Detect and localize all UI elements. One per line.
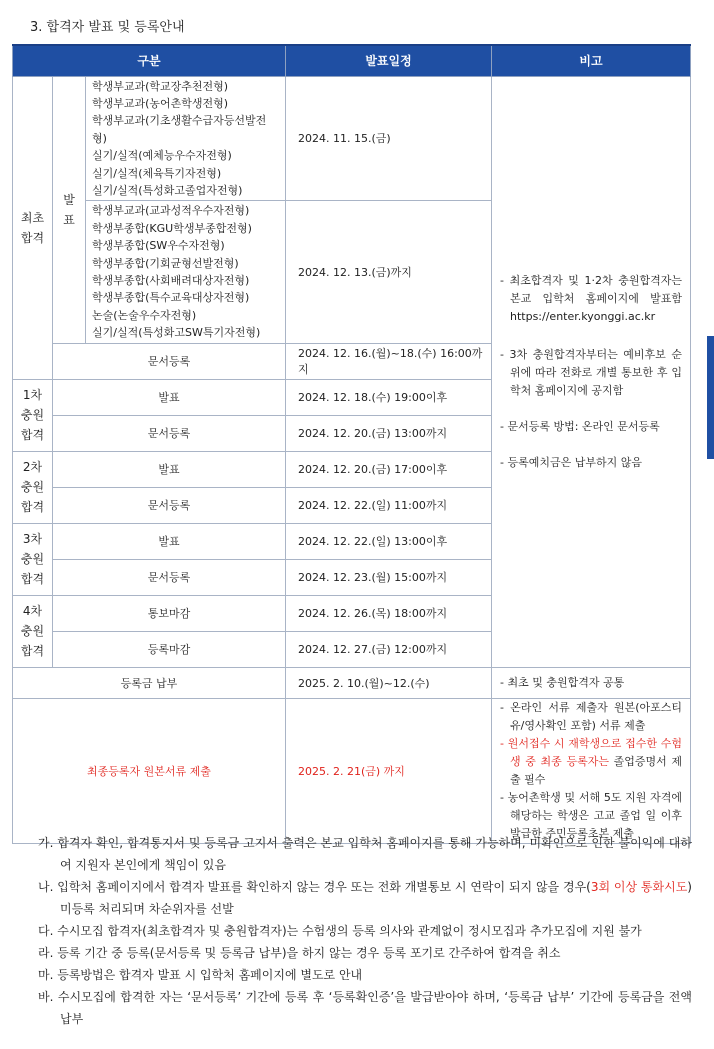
notes-list: [38, 832, 692, 1030]
list-item: 실기/실적(특성화고졸업자전형): [92, 183, 243, 197]
round1-doc-label: 문서등록: [53, 415, 286, 451]
round2-announce-date: 2024. 12. 20.(금) 17:00이후: [286, 451, 492, 487]
note-da: 다. 수시모집 합격자(최초합격자 및 충원합격자)는 수험생의 등록 의사와 관계없이 정시모집과 추가모집에 지원 불가: [38, 924, 642, 938]
sub-label-announce: 발 표: [53, 76, 86, 343]
final-note-3: - 농어촌학생 및 서해 5도 지원 자격에 해당하는 학생은 고교 졸업 일 이후 발급한 주민등록초본 제출: [500, 790, 682, 840]
list-item: 학생부교과(학교장추천전형): [92, 79, 229, 93]
round4-notify-date: 2024. 12. 26.(목) 18:00까지: [286, 595, 492, 631]
round2-doc-date: 2024. 12. 22.(일) 11:00까지: [286, 487, 492, 523]
round3-announce-label: 발표: [53, 523, 286, 559]
list-item: 학생부교과(기초생활수급자등선발전형): [92, 114, 267, 145]
group-label-round1: 1차 충원 합격: [13, 379, 53, 451]
remark-4: - 등록예치금은 납부하지 않음: [500, 455, 642, 469]
date-initial-b: 2024. 12. 13.(금)까지: [286, 201, 492, 343]
list-item: 학생부종합(특수교육대상자전형): [92, 291, 250, 305]
round2-doc-label: 문서등록: [53, 487, 286, 523]
note-ba: 바. 수시모집에 합격한 자는 ‘문서등록’ 기간에 등록 후 ‘등록확인증’을 발급받아야 하며, ‘등록금 납부’ 기간에 등록금을 전액 납부: [38, 990, 692, 1026]
header-category: 구분: [13, 45, 286, 76]
final-note-1: - 온라인 서류 제출자 원본(아포스티유/영사확인 포함) 서류 제출: [500, 700, 682, 732]
list-item: 학생부종합(사회배려대상자전형): [92, 273, 250, 287]
remarks-cell: [492, 76, 691, 667]
track-list-b: [86, 201, 286, 343]
final-docs-date: 2025. 2. 21(금) 까지: [286, 698, 492, 843]
tuition-note: - 최초 및 충원합격자 공통: [492, 667, 691, 698]
group-label-round3: 3차 충원 합격: [13, 523, 53, 595]
round1-announce-label: 발표: [53, 379, 286, 415]
note-na: 나. 입학처 홈페이지에서 합격자 발표를 확인하지 않는 경우 또는 전화 개별통보 시 연락이 되지 않을 경우(3회 이상 통화시도) 미등록 처리되며 차순위자를 선발: [38, 880, 692, 916]
header-remarks: 비고: [492, 45, 691, 76]
table-row: [13, 698, 691, 843]
remark-3: - 문서등록 방법: 온라인 문서등록: [500, 419, 660, 433]
group-label-initial: 최초 합격: [13, 76, 53, 379]
track-list-a: [86, 76, 286, 201]
list-item: 실기/실적(특성화고SW특기자전형): [92, 326, 261, 340]
final-docs-label: 최종등록자 원본서류 제출: [13, 698, 286, 843]
list-item: 학생부종합(KGU학생부종합전형): [92, 221, 252, 235]
round3-doc-date: 2024. 12. 23.(월) 15:00까지: [286, 559, 492, 595]
list-item: 학생부종합(기회균형선발전형): [92, 256, 239, 270]
group-label-round4: 4차 충원 합격: [13, 595, 53, 667]
list-item: 실기/실적(체육특기자전형): [92, 166, 222, 180]
list-item: 학생부교과(농어촌학생전형): [92, 96, 229, 110]
table-row: [13, 667, 691, 698]
tuition-date: 2025. 2. 10.(월)~12.(수): [286, 667, 492, 698]
tuition-label: 등록금 납부: [13, 667, 286, 698]
round4-register-label: 등록마감: [53, 631, 286, 667]
doc-register-label: 문서등록: [53, 343, 286, 379]
date-initial-a: 2024. 11. 15.(금): [286, 76, 492, 201]
round3-announce-date: 2024. 12. 22.(일) 13:00이후: [286, 523, 492, 559]
group-label-round2: 2차 충원 합격: [13, 451, 53, 523]
note-ma: 마. 등록방법은 합격자 발표 시 입학처 홈페이지에 별도로 안내: [38, 968, 363, 982]
round4-register-date: 2024. 12. 27.(금) 12:00까지: [286, 631, 492, 667]
note-ga: 가. 합격자 확인, 합격통지서 및 등록금 고지서 출력은 본교 입학처 홈페이지를 통해 가능하며, 미확인으로 인한 불이익에 대하여 지원자 본인에게 책임이 있음: [38, 836, 692, 872]
round1-doc-date: 2024. 12. 20.(금) 13:00까지: [286, 415, 492, 451]
section-title: 3. 합격자 발표 및 등록안내: [30, 20, 185, 35]
final-docs-notes: [492, 698, 691, 843]
round4-notify-label: 통보마감: [53, 595, 286, 631]
list-item: 논술(논술우수자전형): [92, 308, 197, 322]
remark-2: - 3차 충원합격자부터는 예비후보 순위에 따라 전화로 개별 통보한 후 입학처 홈페이지에 공지함: [500, 347, 682, 397]
final-note-2: - 원서접수 시 재학생으로 접수한 수험생 중 최종 등록자는 졸업증명서 제출 필수: [500, 736, 683, 786]
doc-register-date: 2024. 12. 16.(월)~18.(수) 16:00까지: [286, 343, 492, 379]
list-item: 실기/실적(예체능우수자전형): [92, 149, 232, 163]
header-schedule: 발표일정: [286, 45, 492, 76]
round2-announce-label: 발표: [53, 451, 286, 487]
table-row: [13, 76, 691, 201]
round1-announce-date: 2024. 12. 18.(수) 19:00이후: [286, 379, 492, 415]
page-edge-marker: [707, 336, 714, 459]
list-item: 학생부종합(SW우수자전형): [92, 239, 225, 253]
round3-doc-label: 문서등록: [53, 559, 286, 595]
table-header-row: [13, 45, 691, 76]
schedule-table: [12, 44, 691, 844]
list-item: 학생부교과(교과성적우수자전형): [92, 204, 250, 218]
note-ra: 라. 등록 기간 중 등록(문서등록 및 등록금 납부)을 하지 않는 경우 등록 포기로 간주하여 합격을 취소: [38, 946, 561, 960]
remark-1: - 최초합격자 및 1·2차 충원합격자는 본교 입학처 홈페이지에 발표함 https://enter.kyonggi.ac.kr: [500, 273, 682, 323]
